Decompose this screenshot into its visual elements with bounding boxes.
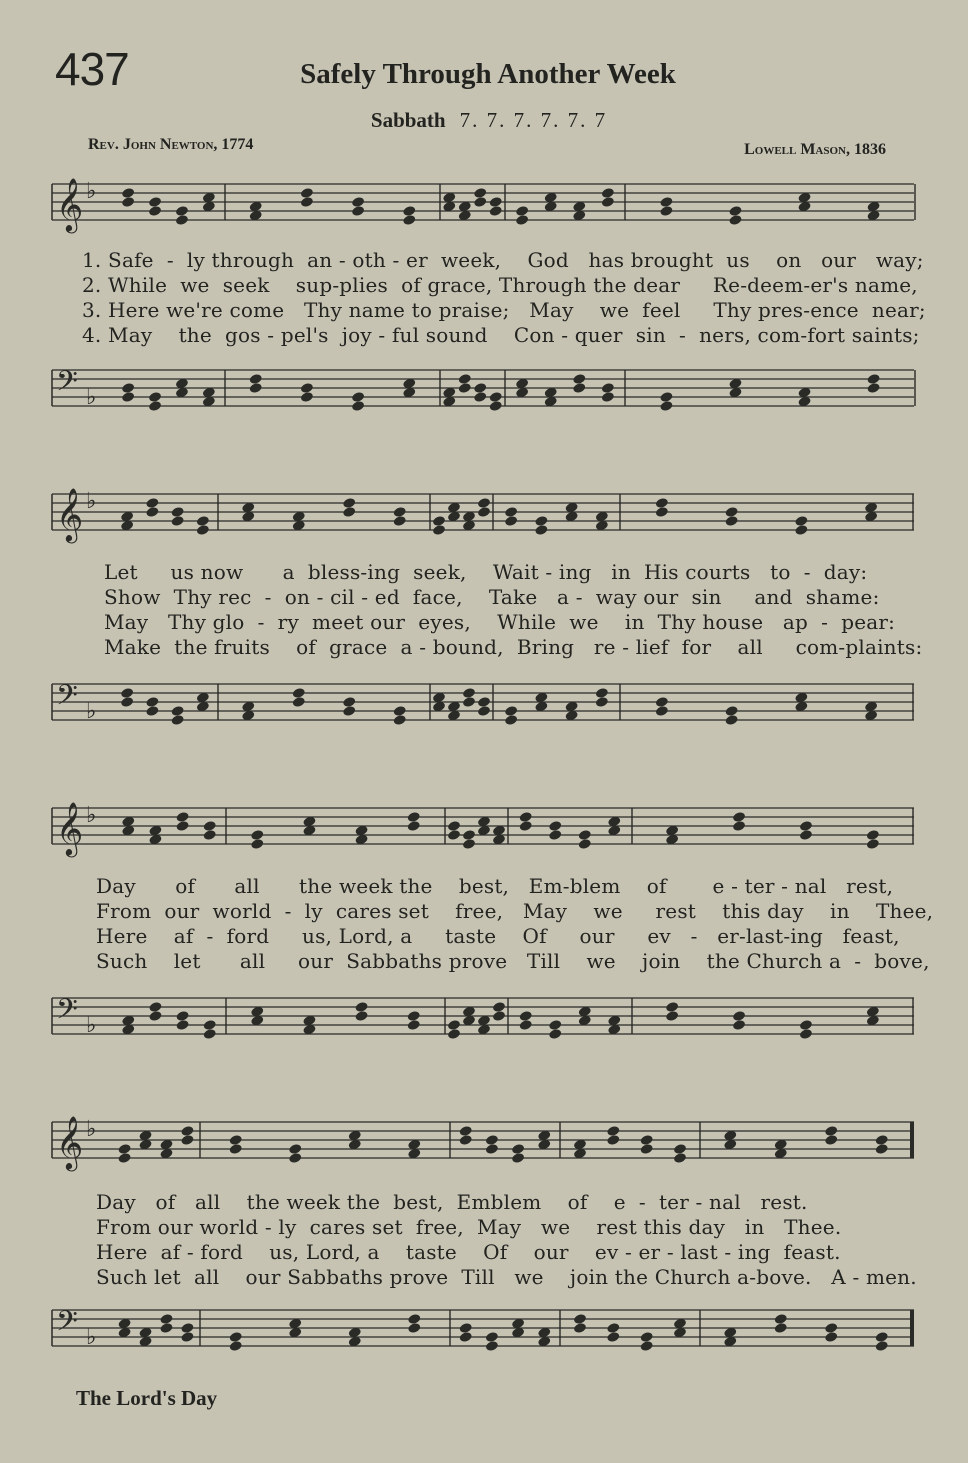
notehead bbox=[492, 1001, 506, 1013]
notehead bbox=[673, 1143, 687, 1155]
notehead bbox=[288, 1143, 302, 1155]
section-footer: The Lord's Day bbox=[76, 1386, 218, 1410]
flat-icon: ♭ bbox=[86, 1117, 97, 1142]
notehead bbox=[875, 1143, 889, 1155]
treble-staff bbox=[0, 176, 968, 248]
notehead bbox=[175, 1019, 189, 1031]
notehead bbox=[485, 1340, 499, 1352]
notehead bbox=[573, 1322, 587, 1334]
notehead bbox=[473, 187, 487, 199]
lyric-line: Such let all our Sabbaths prove Till we join the Church a-bove. A - men. bbox=[96, 1265, 917, 1289]
notehead bbox=[655, 497, 669, 509]
notehead bbox=[121, 391, 135, 403]
meter: 7. 7. 7. 7. 7. 7 bbox=[459, 108, 608, 132]
notehead bbox=[459, 1134, 473, 1146]
notehead bbox=[824, 1134, 838, 1146]
notehead bbox=[145, 497, 159, 509]
notehead bbox=[250, 838, 264, 850]
notehead bbox=[249, 382, 263, 394]
notehead bbox=[725, 714, 739, 726]
notehead bbox=[148, 196, 162, 208]
notehead bbox=[250, 829, 264, 841]
notehead bbox=[447, 829, 461, 841]
notehead bbox=[606, 1125, 620, 1137]
notehead bbox=[458, 373, 472, 385]
bass-clef-icon: 𝄢 bbox=[56, 993, 78, 1033]
notehead bbox=[534, 515, 548, 527]
notehead bbox=[121, 196, 135, 208]
notehead bbox=[659, 391, 673, 403]
notehead bbox=[159, 1313, 173, 1325]
tune-line bbox=[0, 108, 968, 133]
notehead bbox=[875, 1331, 889, 1343]
notehead bbox=[601, 391, 615, 403]
treble-clef-icon: 𝄞 bbox=[56, 801, 84, 855]
notehead bbox=[292, 687, 306, 699]
notehead bbox=[300, 382, 314, 394]
notehead bbox=[477, 696, 491, 708]
notehead bbox=[640, 1134, 654, 1146]
lyric-line: Here af - ford us, Lord, a taste Of our ev - er-last-ing feast, bbox=[96, 924, 900, 948]
notehead bbox=[732, 820, 746, 832]
notehead bbox=[180, 1134, 194, 1146]
bass-clef-icon: 𝄢 bbox=[56, 365, 78, 405]
bass-clef-icon: 𝄢 bbox=[56, 679, 78, 719]
notehead bbox=[121, 382, 135, 394]
notehead bbox=[180, 1322, 194, 1334]
notehead bbox=[159, 1322, 173, 1334]
notehead bbox=[492, 1010, 506, 1022]
notehead bbox=[774, 1322, 788, 1334]
bass-clef-icon: 𝄢 bbox=[56, 1305, 78, 1345]
notehead bbox=[485, 1331, 499, 1343]
bass-staff bbox=[0, 362, 968, 434]
notehead bbox=[732, 1010, 746, 1022]
notehead bbox=[515, 205, 529, 217]
flat-icon: ♭ bbox=[86, 1013, 97, 1038]
notehead bbox=[473, 382, 487, 394]
notehead bbox=[824, 1331, 838, 1343]
notehead bbox=[407, 1019, 421, 1031]
notehead bbox=[432, 524, 446, 536]
notehead bbox=[519, 811, 533, 823]
notehead bbox=[728, 214, 742, 226]
notehead bbox=[606, 1331, 620, 1343]
notehead bbox=[659, 400, 673, 412]
notehead bbox=[171, 714, 185, 726]
notehead bbox=[117, 1152, 131, 1164]
notehead bbox=[473, 391, 487, 403]
notehead bbox=[196, 524, 210, 536]
author-credit: Rev. John Newton, 1774 bbox=[88, 136, 254, 153]
notehead bbox=[504, 714, 518, 726]
notehead bbox=[794, 515, 808, 527]
notehead bbox=[229, 1134, 243, 1146]
notehead bbox=[511, 1152, 525, 1164]
bass-staff bbox=[0, 1302, 968, 1374]
tune-name: Sabbath bbox=[370, 108, 446, 132]
notehead bbox=[799, 829, 813, 841]
notehead bbox=[875, 1134, 889, 1146]
notehead bbox=[447, 1019, 461, 1031]
hymn-number: 437 bbox=[55, 43, 129, 95]
notehead bbox=[504, 515, 518, 527]
lyric-line: From our world - ly cares set free, May we rest this day in Thee. bbox=[96, 1215, 842, 1239]
notehead bbox=[393, 705, 407, 717]
notehead bbox=[477, 705, 491, 717]
treble-clef-icon: 𝄞 bbox=[56, 487, 84, 541]
notehead bbox=[489, 205, 503, 217]
lyric-line: From our world - ly cares set free, May we rest this day in Thee, bbox=[96, 899, 934, 923]
notehead bbox=[292, 696, 306, 708]
notehead bbox=[606, 1322, 620, 1334]
notehead bbox=[640, 1331, 654, 1343]
notehead bbox=[175, 205, 189, 217]
notehead bbox=[459, 1331, 473, 1343]
notehead bbox=[121, 187, 135, 199]
notehead bbox=[458, 382, 472, 394]
notehead bbox=[351, 400, 365, 412]
treble-staff bbox=[0, 486, 968, 558]
notehead bbox=[595, 687, 609, 699]
treble-clef-icon: 𝄞 bbox=[56, 1115, 84, 1169]
notehead bbox=[673, 1152, 687, 1164]
treble-clef-icon: 𝄞 bbox=[56, 177, 84, 231]
notehead bbox=[548, 1028, 562, 1040]
notehead bbox=[572, 382, 586, 394]
notehead bbox=[148, 205, 162, 217]
lyric-line: Day of all the week the best, Emblem of e - ter - nal rest. bbox=[96, 1190, 808, 1214]
notehead bbox=[519, 1010, 533, 1022]
notehead bbox=[351, 205, 365, 217]
notehead bbox=[511, 1143, 525, 1155]
treble-staff bbox=[0, 1114, 968, 1186]
notehead bbox=[148, 1001, 162, 1013]
notehead bbox=[799, 820, 813, 832]
notehead bbox=[117, 1143, 131, 1155]
flat-icon: ♭ bbox=[86, 385, 97, 410]
notehead bbox=[203, 820, 217, 832]
notehead bbox=[351, 196, 365, 208]
notehead bbox=[595, 696, 609, 708]
lyric-line: 2. While we seek sup-plies of grace, Through the dear Re-deem-er's name, bbox=[82, 273, 918, 297]
notehead bbox=[477, 497, 491, 509]
notehead bbox=[601, 382, 615, 394]
notehead bbox=[148, 1010, 162, 1022]
flat-icon: ♭ bbox=[86, 803, 97, 828]
notehead bbox=[407, 1313, 421, 1325]
notehead bbox=[203, 1028, 217, 1040]
notehead bbox=[351, 391, 365, 403]
notehead bbox=[342, 705, 356, 717]
notehead bbox=[462, 829, 476, 841]
lyric-line: Here af - ford us, Lord, a taste Of our ev - er - last - ing feast. bbox=[96, 1240, 841, 1264]
bass-staff bbox=[0, 676, 968, 748]
notehead bbox=[180, 1331, 194, 1343]
notehead bbox=[447, 820, 461, 832]
notehead bbox=[489, 196, 503, 208]
flat-icon: ♭ bbox=[86, 1325, 97, 1350]
notehead bbox=[407, 820, 421, 832]
notehead bbox=[462, 838, 476, 850]
notehead bbox=[462, 687, 476, 699]
notehead bbox=[799, 1028, 813, 1040]
lyric-line: Make the fruits of grace a - bound, Bring re - lief for all com-plaints: bbox=[104, 635, 923, 659]
flat-icon: ♭ bbox=[86, 489, 97, 514]
notehead bbox=[148, 391, 162, 403]
notehead bbox=[548, 820, 562, 832]
lyric-line: 3. Here we're come Thy name to praise; May we feel Thy pres-ence near; bbox=[82, 298, 926, 322]
notehead bbox=[402, 214, 416, 226]
notehead bbox=[725, 705, 739, 717]
notehead bbox=[774, 1313, 788, 1325]
notehead bbox=[655, 696, 669, 708]
notehead bbox=[249, 373, 263, 385]
lyric-line: 1. Safe - ly through an - oth - er week, God has brought us on our way; bbox=[82, 248, 924, 272]
notehead bbox=[866, 838, 880, 850]
notehead bbox=[665, 1010, 679, 1022]
notehead bbox=[393, 714, 407, 726]
notehead bbox=[145, 696, 159, 708]
notehead bbox=[447, 1028, 461, 1040]
notehead bbox=[866, 373, 880, 385]
notehead bbox=[655, 705, 669, 717]
notehead bbox=[171, 515, 185, 527]
notehead bbox=[732, 1019, 746, 1031]
notehead bbox=[229, 1143, 243, 1155]
notehead bbox=[728, 205, 742, 217]
notehead bbox=[407, 811, 421, 823]
notehead bbox=[180, 1125, 194, 1137]
notehead bbox=[875, 1340, 889, 1352]
composer-credit: Lowell Mason, 1836 bbox=[744, 141, 886, 158]
notehead bbox=[354, 1001, 368, 1013]
notehead bbox=[171, 705, 185, 717]
notehead bbox=[229, 1340, 243, 1352]
treble-staff bbox=[0, 800, 968, 872]
notehead bbox=[432, 515, 446, 527]
notehead bbox=[578, 838, 592, 850]
notehead bbox=[459, 1125, 473, 1137]
notehead bbox=[145, 705, 159, 717]
notehead bbox=[175, 214, 189, 226]
notehead bbox=[640, 1340, 654, 1352]
notehead bbox=[407, 1322, 421, 1334]
notehead bbox=[120, 696, 134, 708]
notehead bbox=[655, 506, 669, 518]
notehead bbox=[534, 524, 548, 536]
notehead bbox=[473, 196, 487, 208]
lyric-line: Such let all our Sabbaths prove Till we join the Church a - bove, bbox=[96, 949, 930, 973]
notehead bbox=[515, 214, 529, 226]
notehead bbox=[171, 506, 185, 518]
notehead bbox=[407, 1010, 421, 1022]
notehead bbox=[459, 1322, 473, 1334]
notehead bbox=[300, 187, 314, 199]
notehead bbox=[489, 400, 503, 412]
notehead bbox=[462, 696, 476, 708]
notehead bbox=[354, 1010, 368, 1022]
notehead bbox=[725, 506, 739, 518]
notehead bbox=[342, 497, 356, 509]
notehead bbox=[519, 820, 533, 832]
notehead bbox=[175, 1010, 189, 1022]
notehead bbox=[489, 391, 503, 403]
notehead bbox=[288, 1152, 302, 1164]
notehead bbox=[145, 506, 159, 518]
lyric-line: 4. May the gos - pel's joy - ful sound Con - quer sin - ners, com-fort saints; bbox=[82, 323, 920, 347]
notehead bbox=[548, 1019, 562, 1031]
notehead bbox=[824, 1125, 838, 1137]
notehead bbox=[203, 1019, 217, 1031]
notehead bbox=[519, 1019, 533, 1031]
notehead bbox=[640, 1143, 654, 1155]
notehead bbox=[229, 1331, 243, 1343]
notehead bbox=[300, 391, 314, 403]
notehead bbox=[120, 687, 134, 699]
notehead bbox=[799, 1019, 813, 1031]
notehead bbox=[504, 705, 518, 717]
notehead bbox=[196, 515, 210, 527]
notehead bbox=[601, 196, 615, 208]
notehead bbox=[477, 506, 491, 518]
notehead bbox=[725, 515, 739, 527]
notehead bbox=[203, 829, 217, 841]
notehead bbox=[659, 205, 673, 217]
notehead bbox=[300, 196, 314, 208]
hymn-title: Safely Through Another Week bbox=[300, 58, 676, 90]
notehead bbox=[175, 820, 189, 832]
notehead bbox=[393, 506, 407, 518]
notehead bbox=[866, 382, 880, 394]
lyric-line: Show Thy rec - on - cil - ed face, Take a - way our sin and shame: bbox=[104, 585, 880, 609]
notehead bbox=[548, 829, 562, 841]
notehead bbox=[342, 506, 356, 518]
notehead bbox=[573, 1313, 587, 1325]
notehead bbox=[342, 696, 356, 708]
notehead bbox=[665, 1001, 679, 1013]
lyric-line: Let us now a bless-ing seek, Wait - ing in His courts to - day: bbox=[104, 560, 868, 584]
notehead bbox=[402, 205, 416, 217]
notehead bbox=[866, 829, 880, 841]
notehead bbox=[732, 811, 746, 823]
notehead bbox=[601, 187, 615, 199]
lyric-line: Day of all the week the best, Em-blem of e - ter - nal rest, bbox=[96, 874, 894, 898]
notehead bbox=[148, 400, 162, 412]
notehead bbox=[659, 196, 673, 208]
notehead bbox=[504, 506, 518, 518]
flat-icon: ♭ bbox=[86, 179, 97, 204]
lyric-line: May Thy glo - ry meet our eyes, While we in Thy house ap - pear: bbox=[104, 610, 896, 634]
notehead bbox=[485, 1143, 499, 1155]
notehead bbox=[485, 1134, 499, 1146]
bass-staff bbox=[0, 990, 968, 1062]
notehead bbox=[824, 1322, 838, 1334]
notehead bbox=[572, 373, 586, 385]
notehead bbox=[578, 829, 592, 841]
notehead bbox=[794, 524, 808, 536]
notehead bbox=[606, 1134, 620, 1146]
flat-icon: ♭ bbox=[86, 699, 97, 724]
notehead bbox=[175, 811, 189, 823]
notehead bbox=[393, 515, 407, 527]
